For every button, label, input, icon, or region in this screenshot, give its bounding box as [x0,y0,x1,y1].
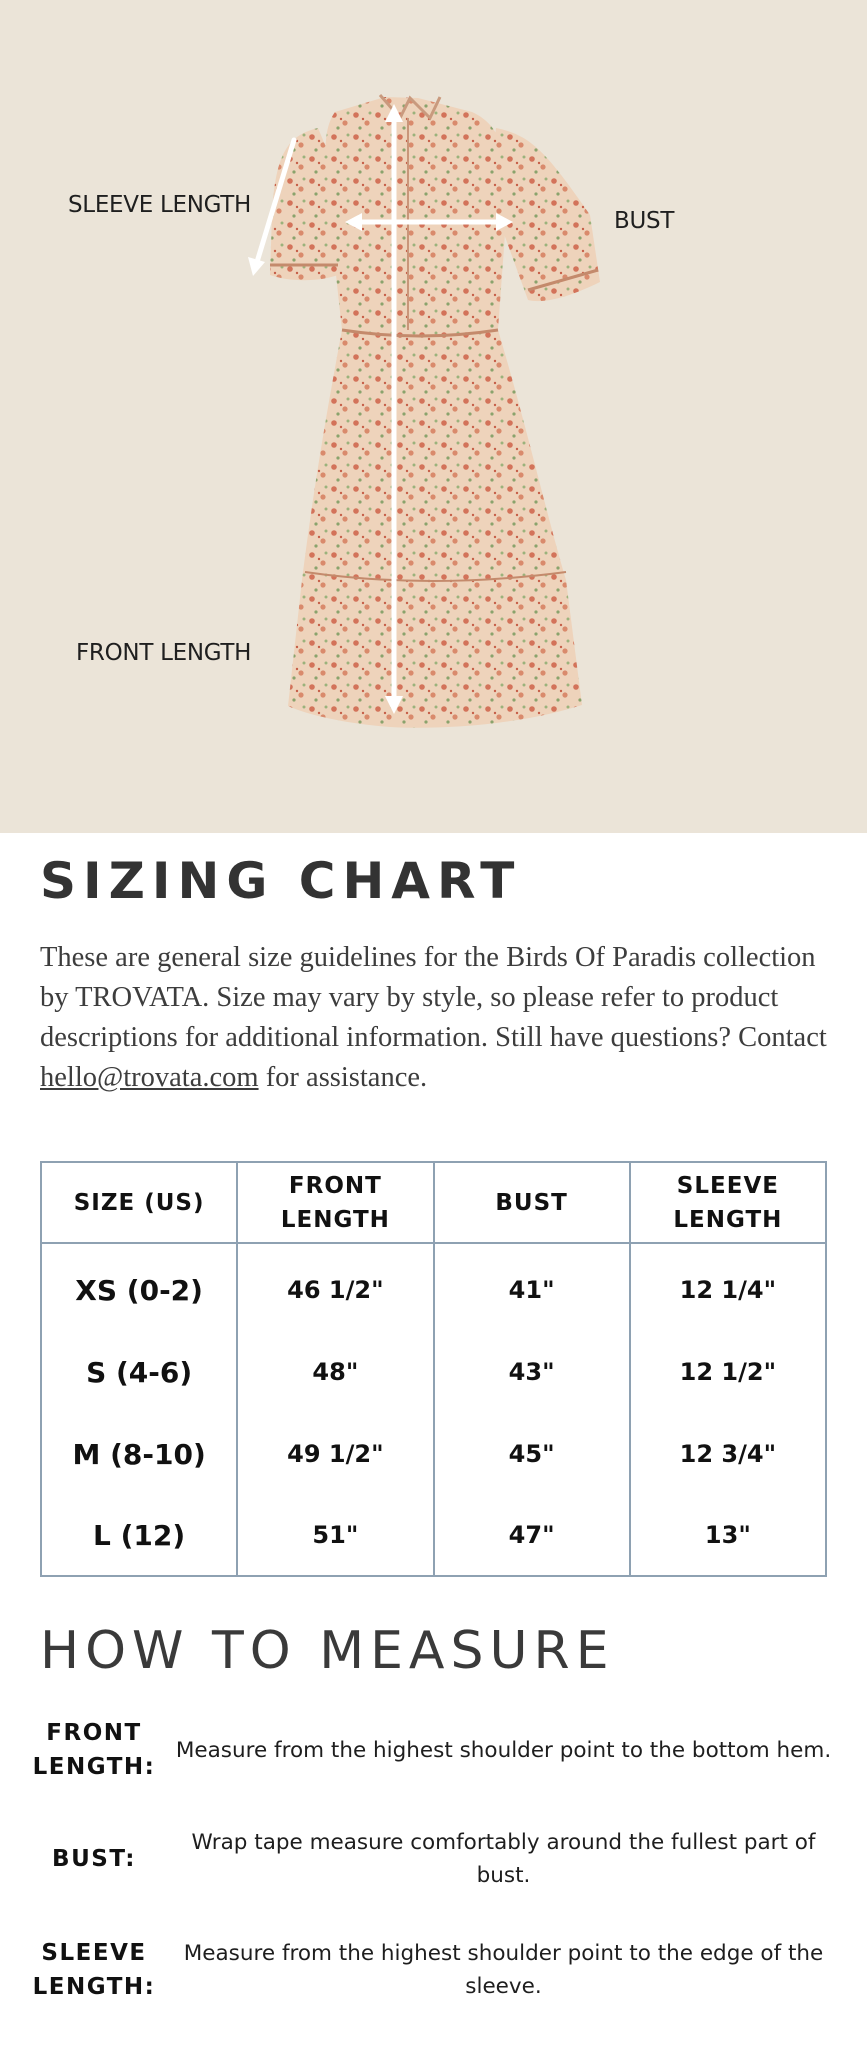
page-title: SIZING CHART [40,852,522,910]
measure-label: BUST: [52,1846,136,1872]
sleeve-length-cell: 12 1/2" [630,1331,826,1413]
bust-cell: 47" [434,1495,630,1576]
measure-item-front-length [30,1710,837,1790]
table-header-row [41,1162,826,1243]
front-length-cell: 48" [237,1331,433,1413]
header-bust: BUST [434,1162,630,1243]
bust-label: BUST [614,208,675,234]
intro-paragraph [40,938,840,1098]
sleeve-length-cell: 12 3/4" [630,1413,826,1495]
bust-cell: 43" [434,1331,630,1413]
measure-description: Wrap tape measure comfortably around the fullest part of bust. [191,1830,816,1888]
measure-item-sleeve-length [30,1930,837,2010]
intro-text: These are general size guidelines for the Birds Of Paradis collection by TROVATA. Size may vary by style, so please refer to product descriptions for additional information. Still have questions? Contact [40,942,827,1053]
front-length-cell: 51" [237,1495,433,1576]
size-chart-table [40,1161,827,1577]
dress [270,95,600,728]
size-cell: S (4-6) [41,1331,237,1413]
table-row [41,1413,826,1495]
size-cell: L (12) [41,1495,237,1576]
table-row [41,1331,826,1413]
bust-cell: 45" [434,1413,630,1495]
measure-description: Measure from the highest shoulder point to the bottom hem. [175,1737,832,1763]
header-sleeve-length: SLEEVE LENGTH [630,1162,826,1243]
measure-label: SLEEVE LENGTH: [32,1940,156,2000]
measure-description: Measure from the highest shoulder point to the edge of the sleeve. [183,1941,824,1999]
measure-label: FRONT LENGTH: [32,1720,156,1780]
size-cell: M (8-10) [41,1413,237,1495]
front-length-cell: 49 1/2" [237,1413,433,1495]
measure-item-bust [30,1825,837,1893]
sleeve-length-label: SLEEVE LENGTH [68,192,252,218]
bust-cell: 41" [434,1243,630,1331]
header-size: SIZE (US) [41,1162,237,1243]
how-to-measure-title: HOW TO MEASURE [40,1621,615,1681]
dress-measurement-image [0,0,867,833]
front-length-label: FRONT LENGTH [76,640,252,666]
sleeve-length-cell: 13" [630,1495,826,1576]
size-cell: XS (0-2) [41,1243,237,1331]
table-row [41,1495,826,1576]
header-front-length: FRONT LENGTH [237,1162,433,1243]
intro-text-end: for assistance. [258,1062,428,1093]
dress-illustration [0,0,867,833]
table-row [41,1243,826,1331]
sleeve-length-cell: 12 1/4" [630,1243,826,1331]
front-length-cell: 46 1/2" [237,1243,433,1331]
email-link[interactable]: hello@trovata.com [40,1062,259,1093]
